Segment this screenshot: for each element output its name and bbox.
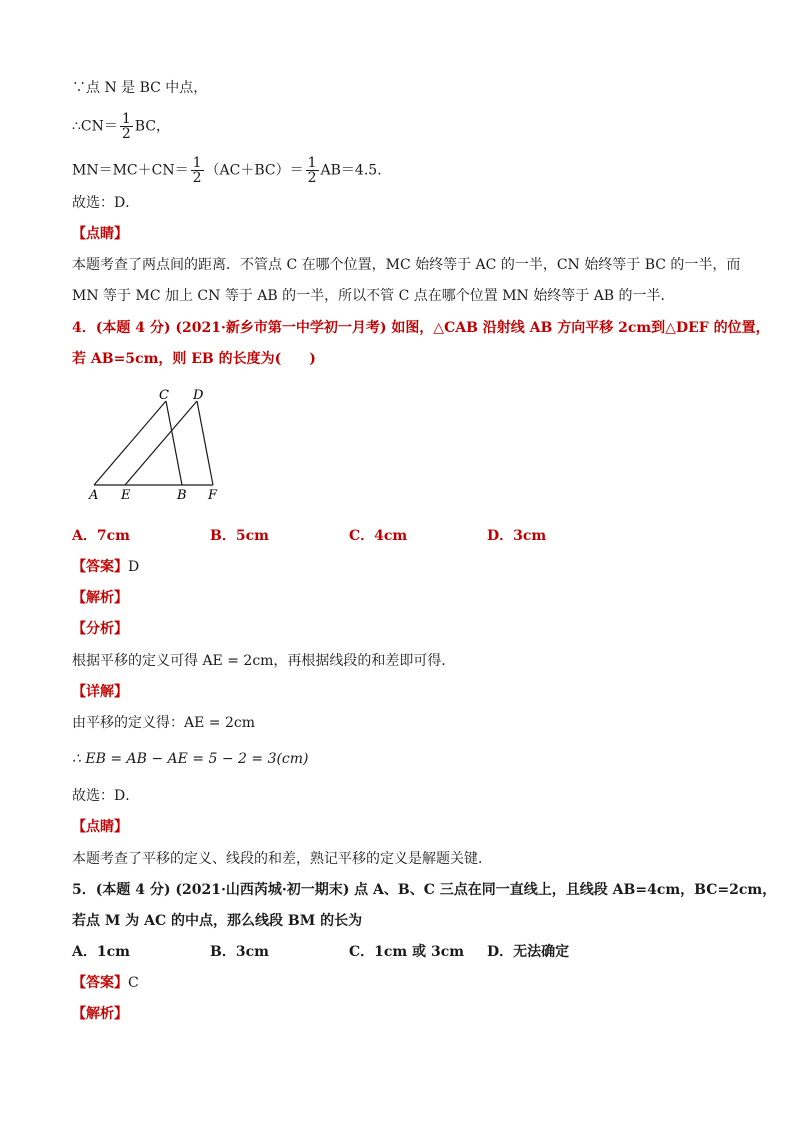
fraction-denominator: 2 <box>307 170 317 186</box>
q4-fenxi-tag: 【分析】 <box>72 621 128 637</box>
fraction-half <box>306 156 319 185</box>
q4-stem-line-2: 若 AB=5cm，则 EB 的长度为( ) <box>72 351 316 367</box>
q4-jiexi-tag: 【解析】 <box>72 590 128 606</box>
summary-line-1: 本题考查了两点间的距离．不管点 C 在哪个位置，MC 始终等于 AC 的一半，CN 始终等于 BC 的一半，而 <box>72 257 741 273</box>
fraction-numerator: 1 <box>192 155 202 171</box>
segment-ac <box>94 401 166 485</box>
label-b: B <box>177 488 187 503</box>
q4-xiangjie-line-1: 由平移的定义得：AE = 2cm <box>72 715 255 731</box>
q5-jiexi-tag: 【解析】 <box>72 1006 128 1022</box>
q4-xiangjie-tag: 【详解】 <box>72 684 128 700</box>
q4-translation-figure <box>82 385 232 505</box>
q4-option-b: B．5cm <box>210 528 269 544</box>
q4-option-a: A．7cm <box>72 528 130 544</box>
proof-cn-post: BC， <box>134 118 171 135</box>
q5-option-a: A．1cm <box>72 944 130 960</box>
choice-line: 故选：D． <box>72 195 140 211</box>
answer-value: D <box>128 559 140 575</box>
proof-line-n-midpoint: ∵点 N 是 BC 中点， <box>72 80 208 96</box>
answer-tag: 【答案】 <box>72 559 128 575</box>
label-e: E <box>121 488 131 503</box>
q4-option-c: C．4cm <box>349 528 408 544</box>
proof-mn-c: AB＝4.5. <box>320 162 382 179</box>
proof-line-mn <box>72 156 382 185</box>
proof-mn-a: MN＝MC＋CN＝ <box>72 162 189 179</box>
label-f: F <box>208 488 218 503</box>
q5-stem-line-2: 若点 M 为 AC 的中点，那么线段 BM 的长为 <box>72 913 363 929</box>
proof-cn-pre: ∴CN＝ <box>72 118 118 135</box>
q5-option-d: D．无法确定 <box>487 944 570 960</box>
q4-stem-line-1: 4．(本题 4 分) (2021·新乡市第一中学初一月考) 如图，△CAB 沿射线 AB 方向平移 2cm到△DEF 的位置， <box>72 320 770 336</box>
fraction-half <box>191 156 204 185</box>
q4-option-d: D．3cm <box>487 528 547 544</box>
q4-answer <box>72 557 139 577</box>
q4-fenxi-text: 根据平移的定义可得 AE = 2cm，再根据线段的和差即可得． <box>72 653 456 669</box>
answer-tag: 【答案】 <box>72 975 128 991</box>
fraction-numerator: 1 <box>307 155 317 171</box>
fraction-denominator: 2 <box>192 170 202 186</box>
q5-stem-line-1: 5．(本题 4 分) (2021·山西芮城·初一期末) 点 A、B、C 三点在同一直线上，且线段 AB=4cm，BC=2cm， <box>72 882 777 898</box>
fraction-half <box>120 112 133 141</box>
fraction-denominator: 2 <box>121 126 131 142</box>
fraction-numerator: 1 <box>121 111 131 127</box>
segment-df <box>197 401 213 485</box>
q4-dianjing-text: 本题考查了平移的定义、线段的和差，熟记平移的定义是解题关键． <box>72 851 492 867</box>
segment-ed <box>125 401 197 485</box>
label-d: D <box>193 388 204 403</box>
q5-answer <box>72 973 139 993</box>
q5-option-c: C．1cm 或 3cm <box>349 944 465 960</box>
proof-line-cn <box>72 112 170 141</box>
segment-cb <box>166 401 182 485</box>
q4-xiangjie-line-2: ∴ EB = AB − AE = 5 − 2 = 3(cm) <box>72 751 309 767</box>
label-c: C <box>159 388 169 403</box>
q4-xiangjie-line-3: 故选：D． <box>72 788 140 804</box>
q5-option-b: B．3cm <box>210 944 269 960</box>
summary-line-2: MN 等于 MC 加上 CN 等于 AB 的一半，所以不管 C 点在哪个位置 MN 始终等于 AB 的一半． <box>72 288 675 304</box>
dianjing-tag: 【点睛】 <box>72 226 128 242</box>
q4-dianjing-tag: 【点睛】 <box>72 819 128 835</box>
label-a: A <box>89 488 99 503</box>
proof-mn-b: （AC＋BC）＝ <box>205 162 304 179</box>
answer-value: C <box>128 975 139 991</box>
